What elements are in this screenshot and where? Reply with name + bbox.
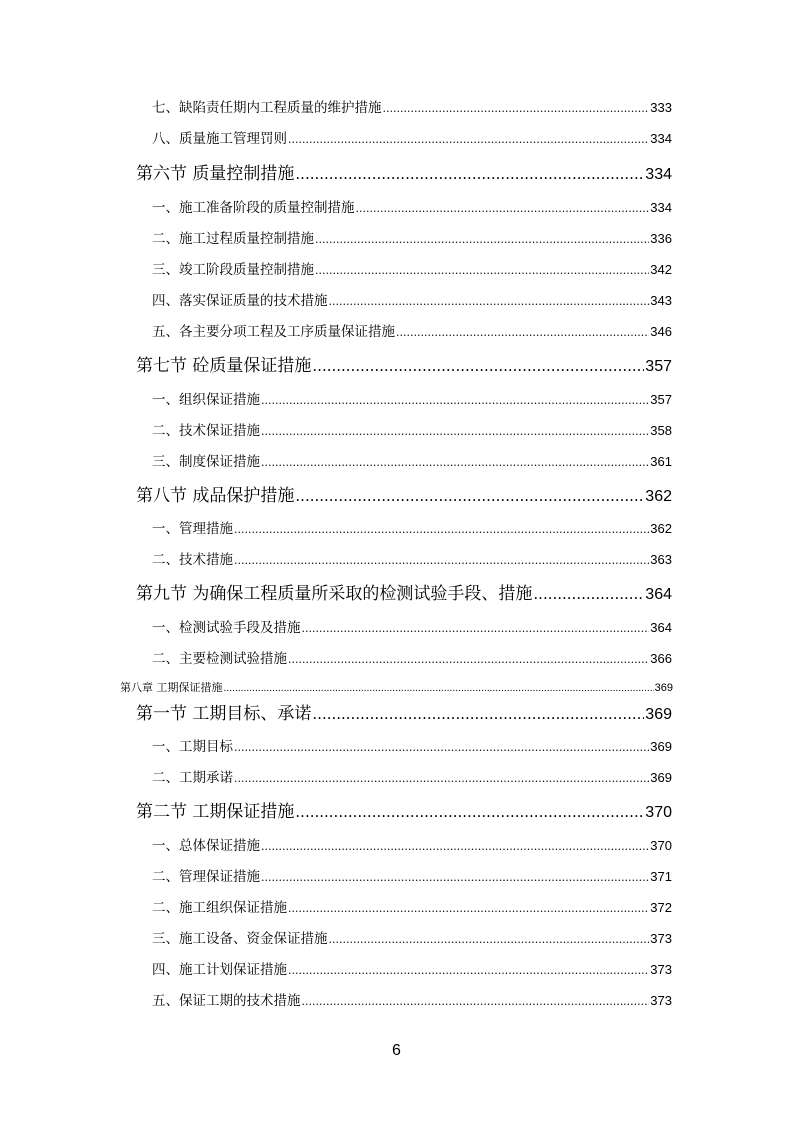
toc-entry-page: 371 bbox=[650, 869, 672, 884]
toc-entry-title: 三、竣工阶段质量控制措施 bbox=[152, 262, 314, 278]
toc-entry-page: 373 bbox=[650, 993, 672, 1008]
toc-entry-page: 334 bbox=[645, 166, 672, 183]
toc-entry-title: 八、质量施工管理罚则 bbox=[152, 131, 287, 147]
dot-leader bbox=[312, 705, 644, 723]
dot-leader bbox=[288, 133, 649, 146]
dot-leader bbox=[302, 622, 650, 635]
toc-entry-page: 369 bbox=[650, 739, 672, 754]
toc-entry[interactable] bbox=[152, 289, 672, 309]
toc-entry-page: 342 bbox=[650, 262, 672, 277]
dot-leader bbox=[288, 653, 649, 666]
toc-entry-title: 三、施工设备、资金保证措施 bbox=[152, 931, 328, 947]
toc-entry[interactable] bbox=[152, 896, 672, 916]
page-number: 6 bbox=[392, 1042, 401, 1059]
dot-leader bbox=[261, 840, 649, 853]
dot-leader bbox=[312, 357, 644, 375]
toc-entry-title: 三、制度保证措施 bbox=[152, 454, 260, 470]
toc-entry-page: 369 bbox=[650, 770, 672, 785]
toc-entry-page: 334 bbox=[650, 200, 672, 215]
toc-entry-page: 364 bbox=[650, 620, 672, 635]
toc-entry-page: 373 bbox=[650, 931, 672, 946]
toc-entry[interactable] bbox=[152, 517, 672, 537]
toc-entry-page: 366 bbox=[650, 651, 672, 666]
toc-entry[interactable] bbox=[152, 450, 672, 470]
toc-entry-page: 363 bbox=[650, 552, 672, 567]
toc-entry-page: 362 bbox=[650, 521, 672, 536]
dot-leader bbox=[356, 202, 650, 215]
toc-entry-title: 二、工期承诺 bbox=[152, 770, 233, 786]
toc-entry-page: 343 bbox=[650, 293, 672, 308]
toc-entry-page: 357 bbox=[650, 392, 672, 407]
toc-entry[interactable] bbox=[152, 548, 672, 568]
dot-leader bbox=[288, 964, 649, 977]
dot-leader bbox=[295, 165, 644, 183]
toc-entry-page: 369 bbox=[645, 706, 672, 723]
toc-entry[interactable] bbox=[152, 388, 672, 408]
dot-leader bbox=[288, 902, 649, 915]
toc-entry[interactable] bbox=[136, 699, 672, 723]
toc-entry-page: 346 bbox=[650, 324, 672, 339]
toc-entry[interactable] bbox=[152, 419, 672, 439]
toc-entry-page: 369 bbox=[654, 682, 673, 694]
dot-leader bbox=[234, 554, 649, 567]
toc-entry-page: 370 bbox=[650, 838, 672, 853]
toc-entry-title: 五、保证工期的技术措施 bbox=[152, 993, 301, 1009]
toc-entry-page: 333 bbox=[650, 100, 672, 115]
dot-leader bbox=[234, 772, 649, 785]
toc-entry[interactable] bbox=[120, 679, 673, 695]
toc-entry-title: 二、主要检测试验措施 bbox=[152, 651, 287, 667]
toc-entry-title: 第八章 工期保证措施 bbox=[120, 681, 223, 694]
dot-leader bbox=[261, 394, 649, 407]
toc-entry[interactable] bbox=[136, 579, 672, 603]
toc-entry-page: 372 bbox=[650, 900, 672, 915]
dot-leader bbox=[234, 523, 649, 536]
toc-entry[interactable] bbox=[136, 159, 672, 183]
dot-leader bbox=[295, 803, 644, 821]
toc-entry-page: 334 bbox=[650, 131, 672, 146]
toc-entry[interactable] bbox=[152, 927, 672, 947]
toc-entry[interactable] bbox=[136, 481, 672, 505]
toc-entry-title: 一、管理措施 bbox=[152, 521, 233, 537]
toc-entry-page: 362 bbox=[645, 488, 672, 505]
toc-entry-title: 第八节 成品保护措施 bbox=[136, 486, 295, 506]
toc-entry-page: 358 bbox=[650, 423, 672, 438]
dot-leader bbox=[329, 295, 650, 308]
toc-entry-page: 357 bbox=[645, 358, 672, 375]
dot-leader bbox=[533, 585, 644, 603]
toc-entry[interactable] bbox=[136, 351, 672, 375]
toc-entry[interactable] bbox=[152, 865, 672, 885]
toc-entry[interactable] bbox=[152, 196, 672, 216]
toc-entry[interactable] bbox=[152, 127, 672, 147]
toc-entry-title: 二、管理保证措施 bbox=[152, 869, 260, 885]
toc-entry[interactable] bbox=[152, 989, 672, 1009]
toc-entry-title: 四、落实保证质量的技术措施 bbox=[152, 293, 328, 309]
dot-leader bbox=[295, 487, 644, 505]
toc-entry-title: 第六节 质量控制措施 bbox=[136, 164, 295, 184]
dot-leader bbox=[383, 102, 650, 115]
toc-entry[interactable] bbox=[152, 96, 672, 116]
toc-entry-title: 一、工期目标 bbox=[152, 739, 233, 755]
dot-leader bbox=[396, 326, 649, 339]
dot-leader bbox=[261, 871, 649, 884]
toc-entry[interactable] bbox=[152, 766, 672, 786]
toc-entry-title: 七、缺陷责任期内工程质量的维护措施 bbox=[152, 100, 382, 116]
toc-entry[interactable] bbox=[152, 834, 672, 854]
toc-entry[interactable] bbox=[152, 227, 672, 247]
toc-entry-title: 第七节 砼质量保证措施 bbox=[136, 356, 312, 376]
toc-entry[interactable] bbox=[152, 958, 672, 978]
toc-entry-title: 四、施工计划保证措施 bbox=[152, 962, 287, 978]
toc-entry-title: 第一节 工期目标、承诺 bbox=[136, 704, 312, 724]
dot-leader bbox=[302, 995, 650, 1008]
toc-entry-title: 五、各主要分项工程及工序质量保证措施 bbox=[152, 324, 395, 340]
toc-entry-title: 一、检测试验手段及措施 bbox=[152, 620, 301, 636]
toc-entry-title: 第九节 为确保工程质量所采取的检测试验手段、措施 bbox=[136, 584, 533, 604]
toc-entry[interactable] bbox=[152, 647, 672, 667]
toc-entry-page: 370 bbox=[645, 804, 672, 821]
toc-entry-page: 364 bbox=[645, 586, 672, 603]
dot-leader bbox=[261, 456, 649, 469]
toc-entry-title: 一、组织保证措施 bbox=[152, 392, 260, 408]
toc-entry-page: 361 bbox=[650, 454, 672, 469]
toc-entry-title: 一、施工准备阶段的质量控制措施 bbox=[152, 200, 355, 216]
toc-entry-page: 336 bbox=[650, 231, 672, 246]
toc-entry[interactable] bbox=[136, 797, 672, 821]
toc-entry-title: 二、施工过程质量控制措施 bbox=[152, 231, 314, 247]
dot-leader bbox=[261, 425, 649, 438]
dot-leader bbox=[315, 233, 649, 246]
toc-entry-title: 二、施工组织保证措施 bbox=[152, 900, 287, 916]
toc-entry[interactable] bbox=[152, 735, 672, 755]
toc-entry[interactable] bbox=[152, 320, 672, 340]
dot-leader bbox=[329, 933, 650, 946]
toc-entry-title: 二、技术保证措施 bbox=[152, 423, 260, 439]
dot-leader bbox=[315, 264, 649, 277]
dot-leader bbox=[234, 741, 649, 754]
toc-entry-title: 一、总体保证措施 bbox=[152, 838, 260, 854]
toc-entry[interactable] bbox=[152, 258, 672, 278]
dot-leader bbox=[224, 684, 654, 694]
toc-entry-page: 373 bbox=[650, 962, 672, 977]
toc-entry-title: 第二节 工期保证措施 bbox=[136, 802, 295, 822]
toc-entry-title: 二、技术措施 bbox=[152, 552, 233, 568]
toc-entry[interactable] bbox=[152, 616, 672, 636]
